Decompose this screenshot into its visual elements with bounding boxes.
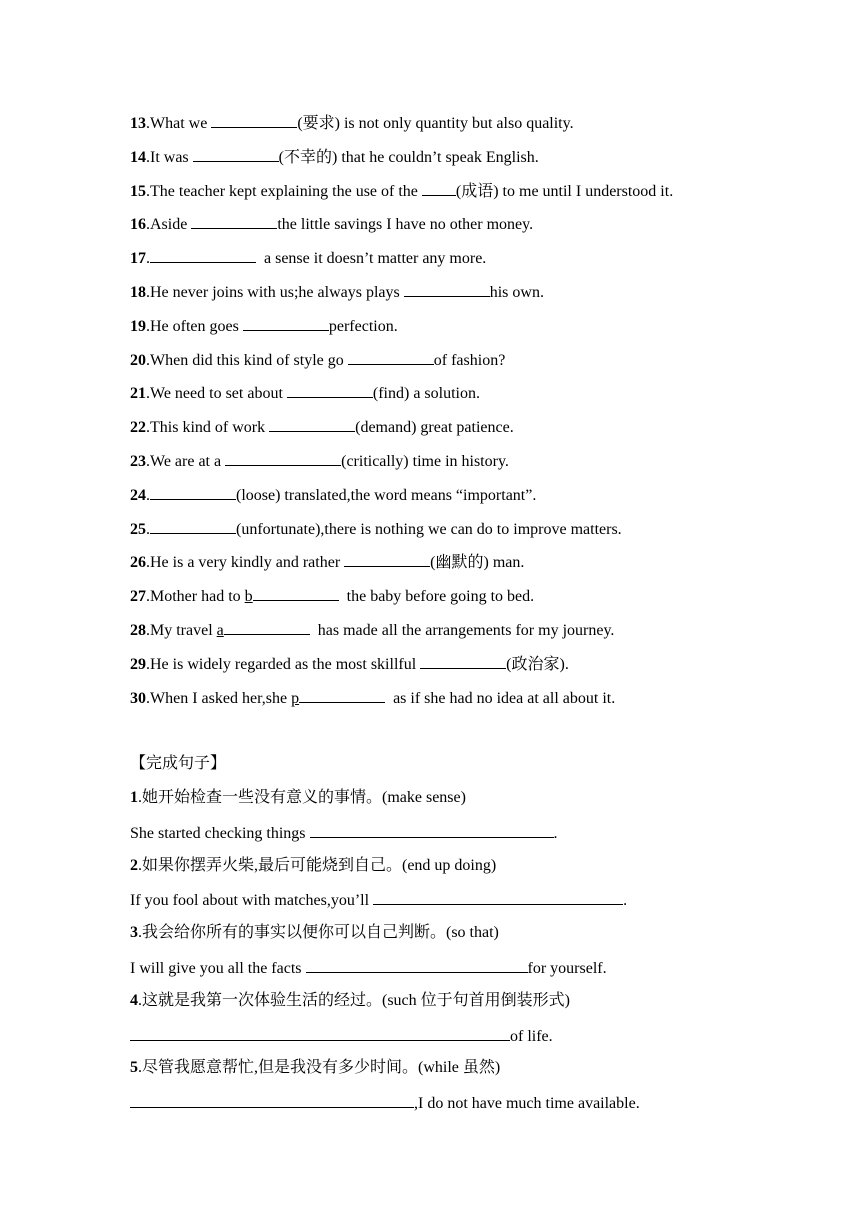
question-item (130, 584, 750, 618)
sentence-text-after: . (623, 892, 628, 910)
question-item (130, 517, 750, 551)
worksheet-page (130, 111, 750, 1125)
sentence-text-after: . (553, 824, 558, 842)
hint-letter: p (291, 689, 300, 707)
question-text-before: .The teacher kept explaining the use of the (146, 182, 422, 200)
answer-blank[interactable] (253, 584, 339, 601)
question-text-before: . (146, 520, 150, 538)
answer-blank[interactable] (348, 348, 434, 365)
spacer (130, 719, 750, 753)
question-number: 14 (130, 148, 146, 166)
question-text-after: has made all the arrangements for my journey. (309, 621, 615, 639)
sentence-prompt-text: .这就是我第一次体验生活的经过。(such 位于句首用倒装形式) (138, 991, 570, 1009)
question-item (130, 483, 750, 517)
question-item (130, 179, 750, 213)
answer-blank[interactable] (130, 1091, 414, 1108)
answer-blank[interactable] (299, 686, 385, 703)
question-item (130, 449, 750, 483)
question-text-before: .He is widely regarded as the most skillful (146, 655, 421, 673)
question-text-before: .We need to set about (146, 385, 287, 403)
question-text-before: .This kind of work (146, 419, 270, 437)
sentence-answer-line (130, 1091, 750, 1125)
question-item (130, 618, 750, 652)
question-text-after: as if she had no idea at all about it. (385, 689, 616, 707)
question-number: 30 (130, 689, 146, 707)
sentence-answer-line (130, 888, 750, 922)
question-text-after: his own. (489, 283, 544, 301)
question-text-before: .My travel (146, 621, 217, 639)
question-item (130, 314, 750, 348)
sentence-text-after: ,I do not have much time available. (414, 1095, 640, 1113)
sentence-number: 5 (130, 1059, 138, 1077)
answer-blank[interactable] (287, 381, 373, 398)
question-text-after: perfection. (328, 317, 398, 335)
sentence-prompt (130, 787, 750, 821)
sentence-number: 1 (130, 788, 138, 806)
question-number: 21 (130, 385, 146, 403)
sentence-text-before: She started checking things (130, 824, 310, 842)
answer-blank[interactable] (211, 111, 297, 128)
question-item (130, 381, 750, 415)
answer-blank[interactable] (420, 652, 506, 669)
sentence-text-after: of life. (510, 1027, 553, 1045)
question-number: 13 (130, 115, 146, 132)
question-number: 15 (130, 182, 146, 200)
hint-letter: a (216, 621, 224, 639)
answer-blank[interactable] (191, 212, 277, 229)
question-item (130, 145, 750, 179)
question-text-after: (unfortunate),there is nothing we can do to improve matters. (236, 520, 622, 538)
answer-blank[interactable] (150, 246, 256, 263)
question-text-before: .He often goes (146, 317, 243, 335)
question-text-before: .He is a very kindly and rather (146, 554, 345, 572)
question-number: 16 (130, 216, 146, 234)
question-text-before: . (146, 250, 150, 268)
answer-blank[interactable] (193, 145, 279, 162)
question-item (130, 246, 750, 280)
sentence-prompt (130, 990, 750, 1024)
sentence-prompt-text: .她开始检查一些没有意义的事情。(make sense) (138, 788, 466, 806)
question-item (130, 348, 750, 382)
question-text-after: (find) a solution. (372, 385, 480, 403)
question-number: 23 (130, 452, 146, 470)
sentence-prompt (130, 855, 750, 889)
section-title: 【完成句子】 (130, 755, 227, 773)
question-text-before: . (146, 486, 150, 504)
sentence-prompt (130, 1057, 750, 1091)
question-item (130, 212, 750, 246)
answer-blank[interactable] (243, 314, 329, 331)
question-number: 17 (130, 250, 146, 268)
question-text-before: .He never joins with us;he always plays (146, 283, 404, 301)
question-number: 29 (130, 655, 146, 673)
sentence-text-before: I will give you all the facts (130, 959, 306, 977)
answer-blank[interactable] (269, 415, 355, 432)
sentence-prompt-text: .如果你摆弄火柴,最后可能烧到自己。(end up doing) (138, 856, 497, 874)
sentence-text-after: for yourself. (527, 959, 607, 977)
question-number: 22 (130, 419, 146, 437)
fill-in-list (130, 111, 750, 719)
question-text-before: .Aside (146, 216, 192, 234)
question-number: 24 (130, 486, 146, 504)
question-number: 28 (130, 621, 146, 639)
question-item (130, 111, 750, 145)
question-text-before: .We are at a (146, 452, 226, 470)
question-text-before: .When did this kind of style go (146, 351, 348, 369)
question-text-before: .It was (146, 148, 193, 166)
hint-letter: b (244, 588, 253, 606)
answer-blank[interactable] (404, 280, 490, 297)
question-text-after: (critically) time in history. (341, 452, 509, 470)
question-number: 27 (130, 588, 146, 606)
question-text-after: the baby before going to bed. (338, 588, 535, 606)
question-item (130, 652, 750, 686)
question-text-after: the little savings I have no other money. (277, 216, 534, 234)
answer-blank[interactable] (150, 517, 236, 534)
sentence-answer-line (130, 1024, 750, 1058)
question-text-after: (loose) translated,the word means “important”. (236, 486, 537, 504)
answer-blank[interactable] (150, 483, 236, 500)
question-item (130, 686, 750, 720)
question-text-before: .Mother had to (146, 588, 245, 606)
sentence-number: 3 (130, 924, 138, 942)
question-number: 26 (130, 554, 146, 572)
question-text-before: .When I asked her,she (146, 689, 292, 707)
answer-blank[interactable] (373, 888, 623, 905)
question-item (130, 280, 750, 314)
question-number: 25 (130, 520, 146, 538)
question-text-after: (成语) to me until I understood it. (455, 182, 674, 200)
answer-blank[interactable] (224, 618, 310, 635)
question-text-before: .What we (146, 115, 212, 132)
question-number: 18 (130, 283, 146, 301)
answer-blank[interactable] (422, 179, 456, 196)
question-text-after: of fashion? (433, 351, 506, 369)
sentence-number: 4 (130, 991, 138, 1009)
answer-blank[interactable] (344, 550, 430, 567)
answer-blank[interactable] (310, 821, 554, 838)
question-text-after: (政治家). (506, 655, 569, 673)
question-text-after: (幽默的) man. (430, 554, 525, 572)
question-item (130, 415, 750, 449)
answer-blank[interactable] (130, 1024, 510, 1041)
question-text-after: (不幸的) that he couldn’t speak English. (278, 148, 539, 166)
question-item (130, 550, 750, 584)
question-text-after: (要求) is not only quantity but also quality. (297, 115, 574, 132)
sentence-number: 2 (130, 856, 138, 874)
question-text-after: (demand) great patience. (355, 419, 514, 437)
question-number: 20 (130, 351, 146, 369)
question-text-after: a sense it doesn’t matter any more. (256, 250, 487, 268)
sentence-prompt-text: .我会给你所有的事实以便你可以自己判断。(so that) (138, 924, 499, 942)
sentence-answer-line (130, 956, 750, 990)
sentence-list (130, 787, 750, 1125)
question-number: 19 (130, 317, 146, 335)
answer-blank[interactable] (225, 449, 341, 466)
sentence-text-before: If you fool about with matches,you’ll (130, 892, 374, 910)
answer-blank[interactable] (306, 956, 528, 973)
sentence-prompt (130, 922, 750, 956)
sentence-answer-line (130, 821, 750, 855)
sentence-prompt-text: .尽管我愿意帮忙,但是我没有多少时间。(while 虽然) (138, 1059, 501, 1077)
